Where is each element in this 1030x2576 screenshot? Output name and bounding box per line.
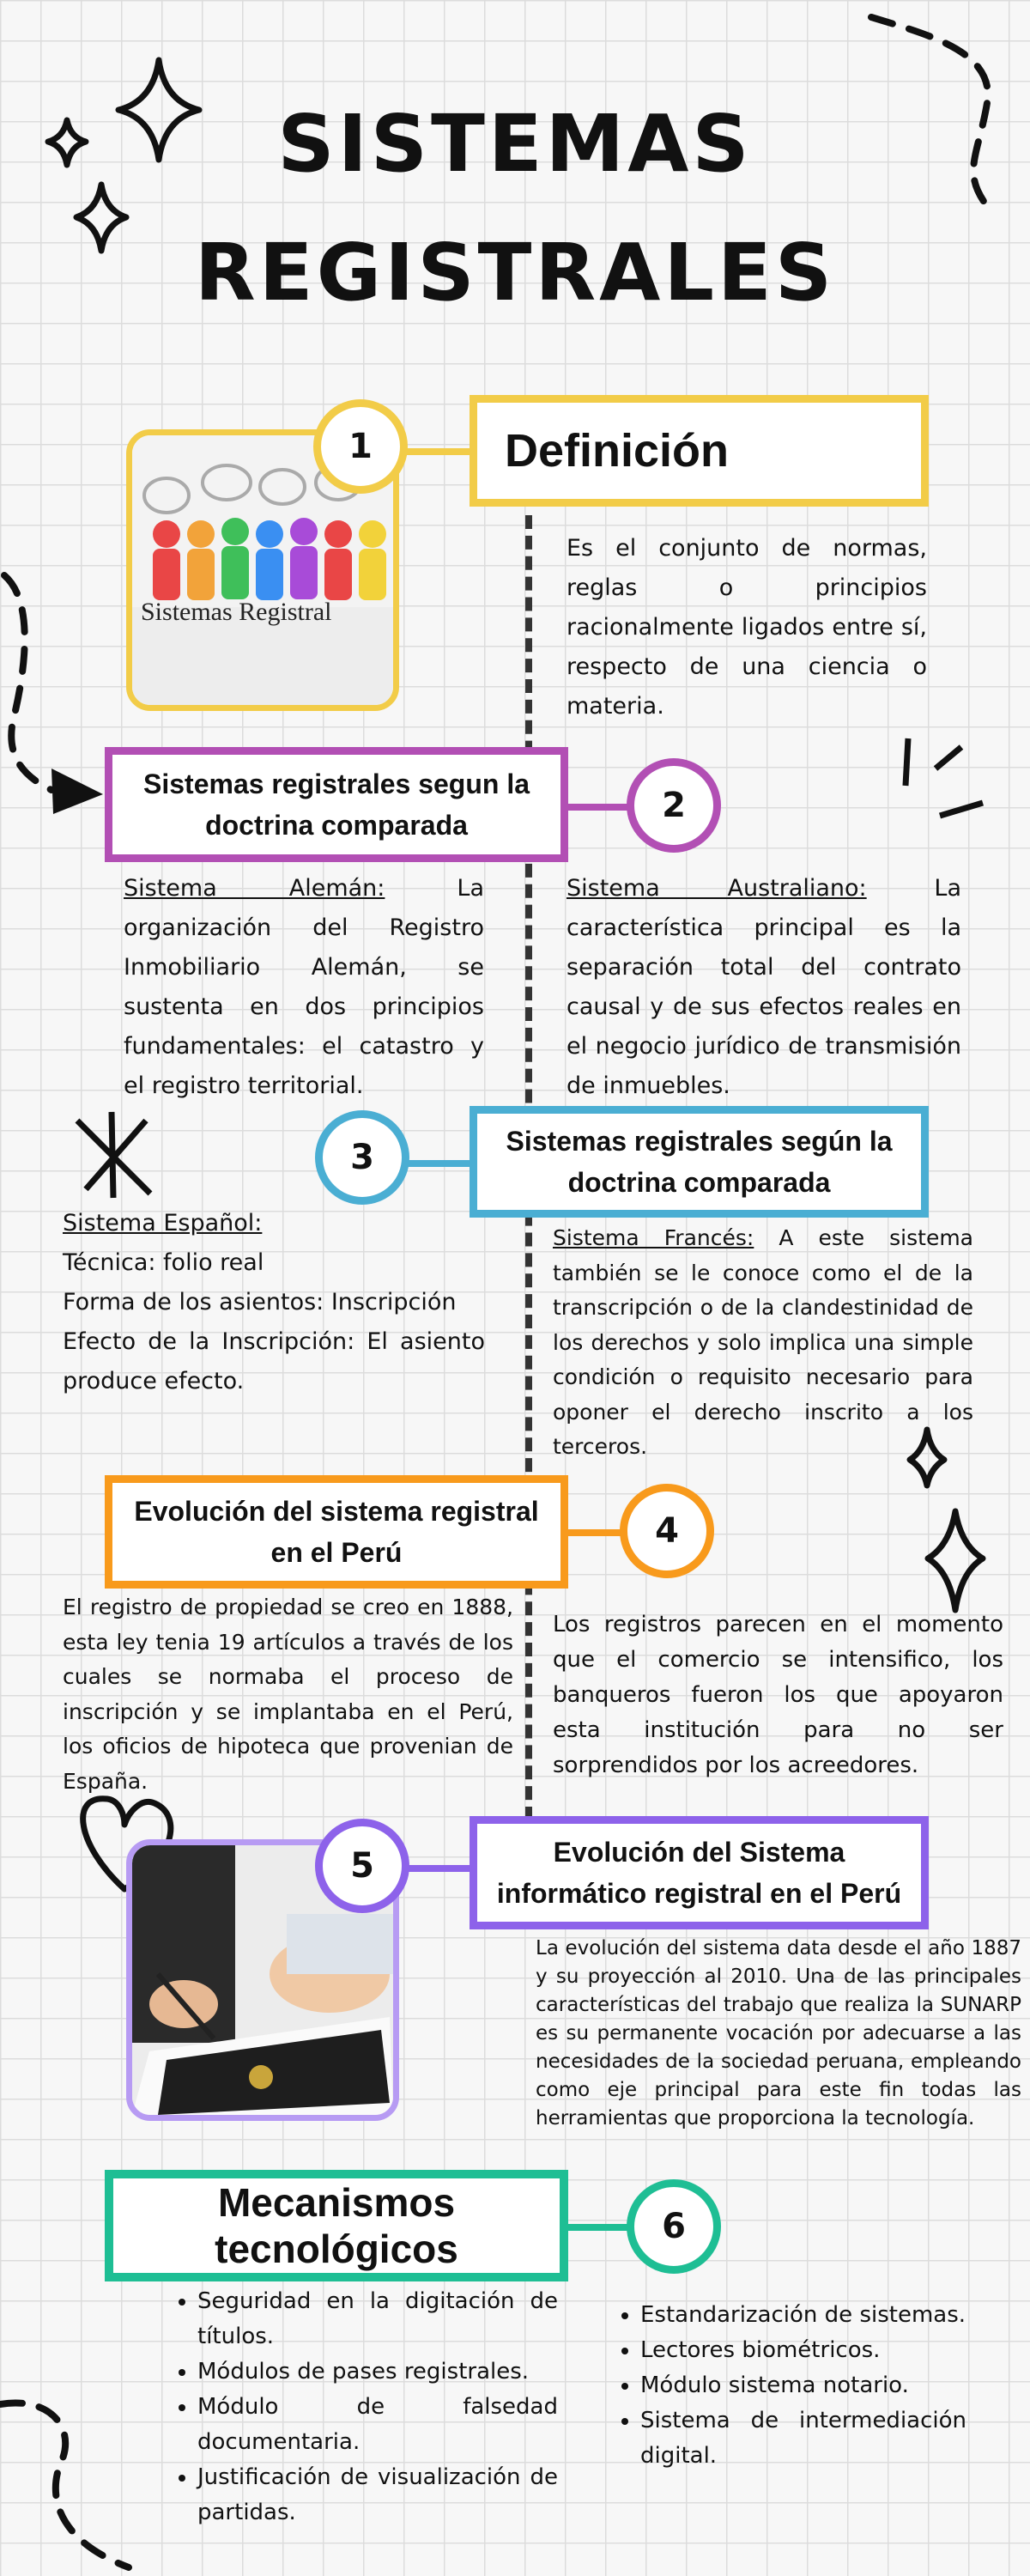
sparkle-icon	[928, 1511, 983, 1610]
section-6-number-circle: 6	[627, 2179, 721, 2274]
section-3-left-text: Sistema Español: Técnica: folio real Forma de los asientos: Inscripción Efecto de la Inscripción: El asiento produce efecto.	[63, 1204, 485, 1401]
section-5-text: La evolución del sistema data desde el año 1887 y su proyección al 2010. Una de las principales características del trabajo que realiza la SUNARP es su permanente vocación por adecuarse a las necesidades de la sociedad peruana, empleando como eje principal para este fin todas las herramientas que proporciona la tecnología.	[536, 1937, 1021, 2129]
section-3-right-text: Sistema Francés: A este sistema también se le conoce como el de la transcripción o de la clandestinidad de los derechos y solo implica una simple condición o requisito necesario para oponer el derecho inscrito a los terceros.	[553, 1225, 973, 1459]
section-4-title: Evolución del sistema registral en el Perú	[105, 1475, 568, 1589]
section-4-number-circle: 4	[620, 1484, 714, 1578]
section-1-number-circle: 1	[313, 399, 408, 494]
section-1-title: Definición	[470, 395, 929, 507]
sistema-espanol-label: Sistema Español:	[63, 1210, 263, 1236]
section-6-left-list	[172, 2284, 558, 2530]
page-title-line-2: REGISTRALES	[194, 227, 836, 319]
section-1-text: Es el conjunto de normas, reglas o principios racionalmente ligados entre sí, respecto de una ciencia o materia.	[566, 535, 927, 720]
section-2-right-text: Sistema Australiano: La característica principal es la separación total del contrato causal y de sus efectos reales en el negocio jurídico de transmisión de inmuebles.	[566, 875, 961, 1099]
section-2-left-text: Sistema Alemán: La organización del Registro Inmobiliario Alemán, se sustenta en dos principios fundamentales: el catastro y el registro territorial.	[124, 875, 484, 1099]
burst-lines	[906, 738, 983, 816]
sistema-frances-label: Sistema Francés:	[553, 1225, 754, 1250]
dashed-curve-top-right	[871, 17, 988, 206]
section-6-connector	[558, 2224, 635, 2231]
list-item: • Estandarización de sistemas.	[640, 2298, 966, 2333]
section-4-left-text: El registro de propiedad se creo en 1888, esta ley tenia 19 artículos a través de los cuales se normaba el proceso de inscripción y se implantaba en el Perú, los oficios de hipoteca que provenian de España.	[63, 1595, 513, 1794]
section-6-right-list	[615, 2298, 966, 2474]
list-item: • Sistema de intermediación digital.	[640, 2403, 966, 2474]
sparkle-icon	[118, 60, 199, 160]
asterisk-icon	[77, 1112, 150, 1198]
list-item: • Módulo de falsedad documentaria.	[197, 2390, 558, 2460]
sistema-aleman-label: Sistema Alemán:	[124, 875, 385, 902]
page-title-line-1: SISTEMAS	[277, 98, 753, 190]
list-item: • Módulos de pases registrales.	[197, 2354, 558, 2390]
section-3-number-circle: 3	[315, 1110, 409, 1205]
dashed-curve-bottom-left	[0, 2403, 129, 2567]
arrowhead-icon	[52, 769, 103, 814]
list-item: • Seguridad en la digitación de títulos.	[197, 2284, 558, 2354]
section-2-number-circle: 2	[627, 758, 721, 853]
sparkle-icon	[48, 120, 86, 165]
image-caption: Sistemas Registral	[141, 598, 332, 626]
section-5-number-circle: 5	[315, 1819, 409, 1913]
list-item: • Lectores biométricos.	[640, 2333, 966, 2368]
section-2-connector	[558, 804, 635, 811]
section-5-title: Evolución del Sistema informático registral en el Perú	[470, 1816, 929, 1929]
dashed-arrow-left	[4, 575, 52, 790]
sparkle-icon	[76, 185, 126, 251]
list-item: • Justificación de visualización de partidas.	[197, 2460, 558, 2530]
section-3-title: Sistemas registrales según la doctrina comparada	[470, 1106, 929, 1218]
section-4-right-text: Los registros parecen en el momento que el comercio se intensifico, los banqueros fueron los que apoyaron esta institución para no ser sorprendidos por los acreedores.	[553, 1612, 1003, 1778]
section-6-title: Mecanismos tecnológicos	[105, 2170, 568, 2281]
section-2-title: Sistemas registrales segun la doctrina comparada	[105, 747, 568, 862]
list-item: • Módulo sistema notario.	[640, 2368, 966, 2403]
sistema-australiano-label: Sistema Australiano:	[566, 875, 867, 902]
section-1-connector	[395, 448, 481, 455]
